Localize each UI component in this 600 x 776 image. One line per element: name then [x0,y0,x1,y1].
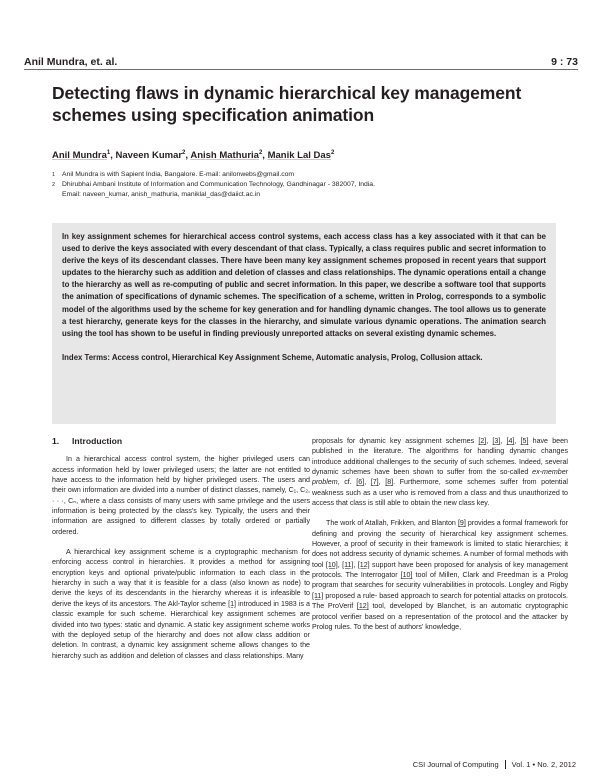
author-name: Naveen Kumar [115,150,183,162]
index-terms: Index Terms: Access control, Hierarchical Key Assignment Scheme, Automatic analysis, Prolog, Collusion attack. [62,352,483,362]
affiliation-row [52,190,560,200]
journal-issue: Vol. 1 • No. 2, 2012 [511,760,576,769]
paragraph-text: support have been proposed for analysis of key management protocols. The Interrogator [312,560,568,580]
author-separator: , [110,150,116,162]
affiliation-mark [52,190,62,200]
paragraph-text: proposed a rule- based approach to search for potential attacks on protocols. The ProVerif [312,591,568,611]
emphasized-term: ex-member problem [312,468,568,487]
paragraph-text: A hierarchical key assignment scheme is a cryptographic mechanism for enforcing access control in hierarchies. It provides a method for assigning encryption keys and optional private/public information to each class in the hierarchy in such a way that it is feasible for a class (also known as node) to derive the keys of its descendants in the hierarchy whereas it is infeasible to derive the keys of its ancestors. The Akl-Taylor scheme [52,548,310,608]
author-affiliation-mark: 2 [330,150,335,156]
citation-link[interactable]: [1] [228,599,236,608]
affiliation-email: Email: naveen_kumar, anish_mathuria, maniklal_das@daiict.ac.in [62,191,261,198]
citation-link[interactable]: [6] [356,478,365,487]
citation-link[interactable]: [10] [325,560,338,569]
paragraph [52,547,310,661]
citation-separator: , [337,560,343,569]
abstract-text: In key assignment schemes for hierarchical access control systems, each access class has a key associated with it that can be used to derive the keys associated with every descendant of that class. Typically, a class requires public and secret information to derive the keys of its descendant classes. There have been many key assignment schemes proposed in recent years that support updates to the hierarchy such as addition and deletion of classes and class relationships. The dynamic operations entail a change to the hierarchy as well as re-computing of public and secret information. In this paper, we describe a software tool that supports the animation of specifications of dynamic schemes. The specification of a scheme, written in Prolog, corresponds to a symbolic model of the algorithms used by the scheme for key generation and for handling dynamic changes. The tool allows us to generate a test hierarchy, generate keys for the classes in the hierarchy, and simulate various dynamic operations. The animation search using the tool has shown to be useful in finding previously unreported attacks on several existing dynamic schemes. [62,232,546,338]
running-header [24,50,578,68]
citation-link[interactable]: [8] [385,478,394,487]
author-name[interactable]: Anil Mundra [52,150,107,162]
section-heading [52,436,310,446]
citation-separator: , [514,437,521,445]
citation-link[interactable]: [5] [520,437,529,445]
abstract-box [52,223,556,424]
affiliation-text: Anil Mundra is with Sapient India, Bangalore. E-mail: anilonwebs@gmail.com [62,171,295,178]
affiliation-row [52,170,560,180]
paragraph-text: tool, developed by Blanchet, is an automatic cryptographic protocol verifier based on a representation of the protocol and the attacker by Prolog rules. To the best of authors' knowledge, [312,602,568,631]
page-number: 9 : 73 [551,56,578,68]
author-name[interactable]: Anish Mathuria [190,150,259,162]
affiliation-mark: 1 [52,172,56,178]
citation-link[interactable]: [12] [356,602,369,611]
paragraph-text: provides a formal framework for defining and proving the security of hierarchical key assignment schemes. However, a proof of security in their framework is limited to static hierarchies; it does not address security of dynamic schemes. A number of formal methods with tool [312,519,568,569]
author-affiliation-mark: 2 [182,150,186,156]
footer-divider [505,760,506,769]
citation-separator: , [353,560,358,569]
paragraph-text: proposals for dynamic key assignment schemes [312,437,479,445]
citation-separator: , [500,437,507,445]
citation-separator: , [378,478,386,487]
journal-name: CSI Journal of Computing [412,760,499,769]
section-number: 1. [52,436,60,446]
paragraph: In a hierarchical access control system, the higher privileged users can access information held by lower privileged users; the latter are not entitled to have access to the information held by higher privileged users. The users and their own information are divided into a number of distinct classes, namely, C₁, C₂, · · ·, Cₙ, where a class consists of many users with same privilege and the users information is being protected by the class's key. Typically, the users and their information are assigned to different classes by totally ordered or partially ordered. [52,455,310,536]
paragraph [312,518,568,632]
author-separator: , [185,150,191,162]
citation-link[interactable]: [9] [457,519,466,528]
paper-title: Detecting flaws in dynamic hierarchical key management schemes using specification animation [52,83,522,125]
citation-separator: , [364,478,371,487]
affiliations [52,170,560,200]
author-affiliation-mark: 1 [106,150,111,156]
paragraph-text: have been published in the literature. The algorithms for handling dynamic changes introduce additional challenges to the security of such schemes. Indeed, several dynamic schemes have been shown to suffer from the so-called [312,437,568,477]
paragraph-text: The work of Atallah, Frikken, and Blanton [326,519,458,528]
citation-link[interactable]: [10] [400,571,413,580]
citation-separator: , [486,437,493,445]
paragraph-text: introduced in 1983 is a classic example for such scheme. Hierarchical key assignment schemes are divided into two types: static and dynamic. A static key assignment scheme works with the deployed setup of the hierarchy and does not allow class addition or deletion. In contrast, a dynamic key assignment scheme allows changes to the hierarchy such as addition and deletion of classes and class relationships. Many [52,599,311,660]
citation-link[interactable]: [7] [370,478,379,487]
header-rule [24,69,578,70]
paragraph-text: tool of Millen, Clark and Freedman is a Prolog program that searches for security vulnerabilities in protocols. Longley and Rigby [312,571,568,590]
author-affiliation-mark: 2 [258,150,263,156]
running-header-authors: Anil Mundra, et. al. [24,56,118,68]
citation-link[interactable]: [12] [357,560,370,569]
page-footer [413,760,576,769]
citation-link[interactable]: [4] [506,437,515,445]
citation-link[interactable]: [11] [312,591,324,600]
author-separator: , [262,150,268,162]
right-column [312,436,568,632]
affiliation-text: Dhirubhai Ambani Institute of Information and Communication Technology, Gandhinagar - 382007, India. [62,181,375,188]
paragraph-text: , cf. [337,478,357,487]
paragraph [312,436,568,508]
citation-link[interactable]: [2] [478,437,487,445]
citation-link[interactable]: [3] [492,437,501,445]
citation-link[interactable]: [11] [342,560,354,569]
section-title: Introduction [72,436,123,446]
author-name[interactable]: Manik Lal Das [267,150,331,162]
author-list [52,150,570,161]
paragraph-text: . Furthermore, some schemes suffer from potential weakness such as a user who is removed from a class and thus unauthorized to access that class is still able to obtain the new class key. [312,478,569,508]
affiliation-mark: 2 [52,182,56,188]
affiliation-row [52,180,560,190]
left-column [52,436,310,661]
